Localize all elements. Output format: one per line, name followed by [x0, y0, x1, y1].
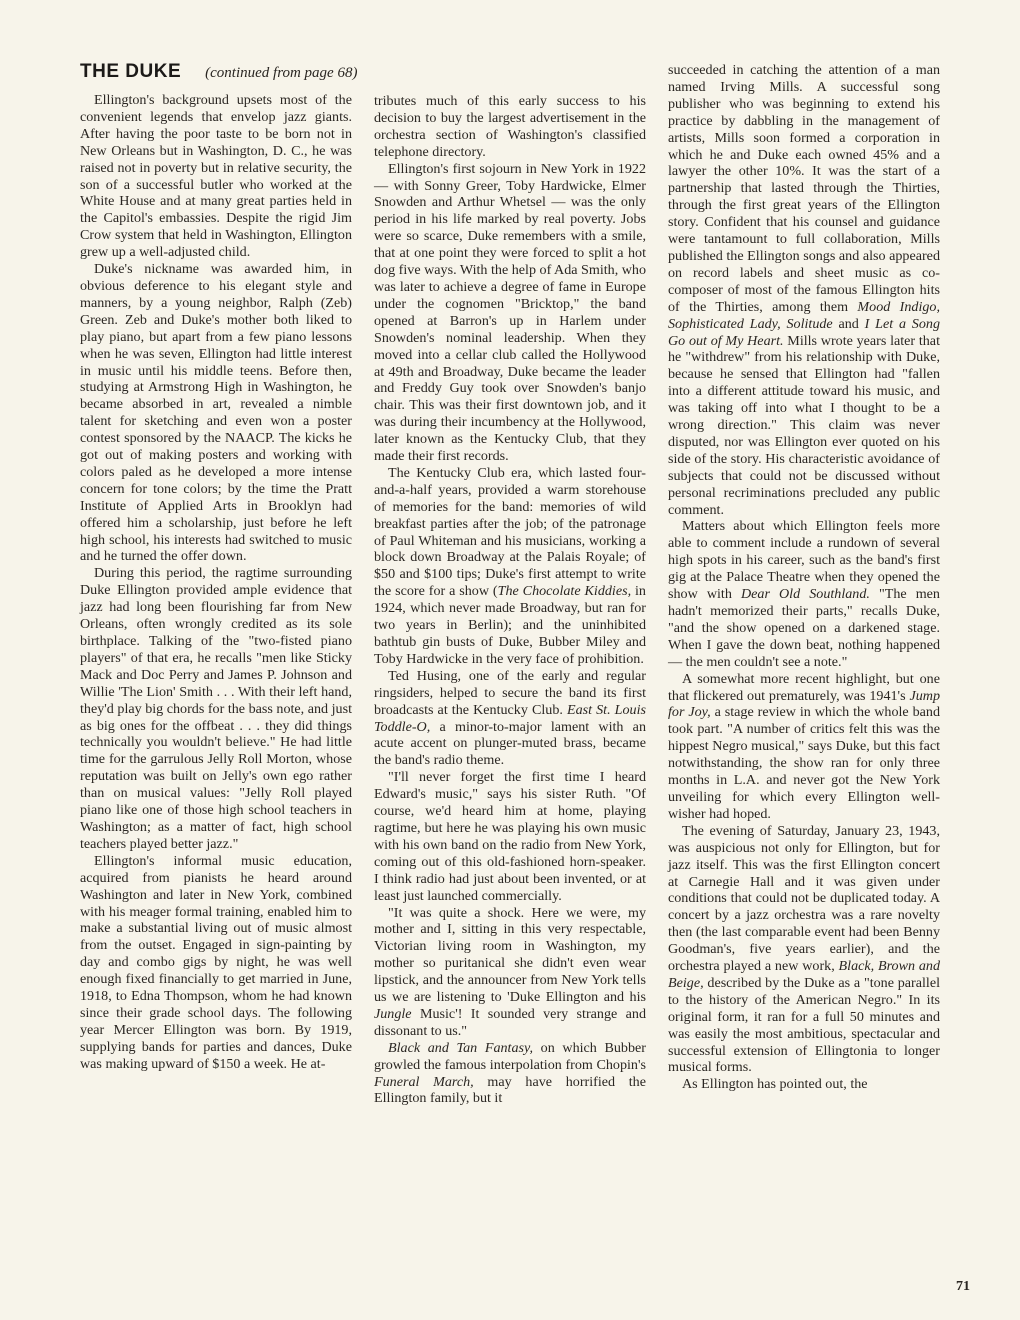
paragraph: Black and Tan Fantasy, on which Bubber growled the famous interpolation from Chopin's Funeral March, may have horrified the Ellington family, but it — [374, 1039, 646, 1107]
continued-note: (continued from page 68) — [205, 65, 358, 81]
paragraph: tributes much of this early success to his decision to buy the largest advertisement in the orchestra section of Washington's classified telephone directory. — [374, 93, 646, 160]
paragraph: As Ellington has pointed out, the — [682, 1076, 868, 1093]
italic-title: Jump for Joy, — [668, 687, 940, 721]
italic-title: Jungle — [374, 1005, 412, 1022]
text-column-2 — [374, 93, 646, 1107]
article-title: THE DUKE — [80, 61, 182, 82]
page-number: 71 — [956, 1279, 970, 1294]
text-column-3 — [668, 62, 940, 1093]
paragraph: During this period, the ragtime surrounding Duke Ellington provided ample evidence that jazz had long been flourishing far from New Orleans, often wrongly credited as its sole birthplace. Talking of the "two-fisted piano players" of that era, he recalls "men like Sticky Mack and Doc Perry and James P. Johnson and Willie 'The Lion' Smith . . . With their left hand, they'd play big chords for the bass note, and just as big ones for the offbeat . . . they did things technically you wouldn't believe." He had little time for the garrulous Jelly Roll Morton, whose reputation was built on Jelly's own ego rather than on musical values: "Jelly Roll played piano like one of those high school teachers in Washington; as a matter of fact, high school teachers played better jazz." — [80, 565, 352, 852]
paragraph: Ellington's first sojourn in New York in 1922 — with Sonny Greer, Toby Hardwicke, Elmer Snowden and Arthur Whetsel — was the only period in his life marked by real poverty. Jobs were so scarce, Duke remembers with a smile, that at one point they were forced to split a hot dog five ways. With the help of Ada Smith, who was later to achieve a degree of fame in Europe under the cognomen "Bricktop," the band opened at Barron's up in Harlem under Snowden's nominal leadership. When they moved into a cellar club called the Hollywood at 49th and Broadway, Duke became the leader and Freddy Guy took over Snowden's banjo chair. This was their first downtown job, and it was during their incumbency at the Hollywood, later known as the Kentucky Club, that they made their first records. — [374, 160, 647, 465]
article-header — [80, 61, 640, 85]
italic-title: Black, Brown and Beige, — [668, 958, 940, 991]
italic-title: Dear Old Southland. — [740, 586, 870, 603]
italic-title: Mood Indigo, Sophisticated Lady, Solitude — [668, 298, 940, 332]
paragraph: Ellington's informal music education, acquired from pianists he heard around Washington and later in New York, combined with his meager formal training, enabled him to make a substantial living out of music almost from the outset. Engaged in sign-painting by day and combo gigs by night, he was well enough fixed financially to get married in June, 1918, to Edna Thompson, whom he had known since their grade school days. The following year Mercer Ellington was born. By 1919, supplying bands for parties and dances, Duke was making upward of $150 a week. He at- — [80, 852, 352, 1072]
italic-title: Black and Tan Fantasy, — [388, 1039, 533, 1056]
italic-title: East St. Louis Toddle-O, — [374, 701, 647, 735]
italic-title: I Let a Song Go out of My Heart. — [668, 315, 940, 349]
paragraph: Matters about which Ellington feels more able to comment include a rundown of several high spots in his career, such as the band's first gig at the Palace Theatre when they opened the show with Dear Old Southland. "The men hadn't memorized their parts," recalls Duke, "and the show opened on a darkened stage. When I gave the down beat, nothing happened — the men couldn't see a note." — [668, 518, 940, 670]
paragraph: "I'll never forget the first time I heard Edward's music," says his sister Ruth. "Of course, we'd heard him at home, playing ragtime, but here he was playing his own music with his own band on the radio from New York, coming out of this old-fashioned horn-speaker. I think radio had just about been invented, or at least just launched commercially. — [374, 769, 646, 904]
paragraph: Ellington's background upsets most of the convenient legends that envelop jazz giants. After having the poor taste to be born not in New Orleans but in Washington, D. C., he was raised not in poverty but in relative security, the son of a successful butler who worked at the White House and at many great parties held in the Capitol's embassies. Despite the rigid Jim Crow system that held in Washington, Ellington grew up a well-adjusted child. — [80, 92, 352, 261]
paragraph: A somewhat more recent highlight, but one that flickered out prematurely, was 1941's Jump for Joy, a stage review in which the whole band took part. "A number of critics felt this was the hippest Negro musical," says Duke, but this fact notwithstanding, the show ran for only three months in L.A. and never got the New York unveiling for which every Ellington well-wisher had hoped. — [668, 670, 940, 822]
paragraph: The Kentucky Club era, which lasted four-and-a-half years, provided a warm storehouse of memories for the band: memories of wild breakfast parties after the job; of the patronage of Paul Whiteman and his musicians, working a block down Broadway at the Palais Royale; of $50 and $100 tips; Duke's first attempt to write the score for a show (The Chocolate Kiddies, in 1924, which never made Broadway, but ran for two years in Berlin); and the uninhibited bathtub gin busts of Duke, Bubber Miley and Toby Hardwicke in the very face of prohibition. — [374, 464, 646, 667]
paragraph: Duke's nickname was awarded him, in obvious deference to his elegant style and manners, by a young neighbor, Ralph (Zeb) Green. Zeb and Duke's mother both liked to play piano, but apart from a few piano lessons when he was seven, Ellington had little interest in music until his middle teens. Before then, studying at Armstrong High in Washington, he became absorbed in art, revealed a nimble talent for sketching and even won a poster contest sponsored by the NAACP. The kicks he got out of making posters and working with colors paled as he developed a more intense concern for tone colors; by the time the Pratt Institute of Applied Arts in Brooklyn had offered him a scholarship, just before he left high school, his interests had switched to music and he turned the offer down. — [80, 261, 352, 565]
paragraph: Ted Husing, one of the early and regular ringsiders, helped to secure the band its first broadcasts at the Kentucky Club. East St. Louis Toddle-O, a minor-to-major lament with an acute accent on plunger-muted brass, became the band's radio theme. — [374, 667, 647, 769]
paragraph: The evening of Saturday, January 23, 1943, was auspicious not only for Ellington, but for jazz itself. This was the first Ellington concert at Carnegie Hall and it was given under conditions that could not be duplicated today. A concert by a jazz orchestra was a rare novelty then (the last comparable event had been Benny Goodman's, five years earlier), and the orchestra played a new work, Black, Brown and Beige, described by the Duke as a "tone parallel to the history of the American Negro." In its original form, it ran for a full 50 minutes and was easily the most ambitious, spectacular and successful extension of Ellingtonia to longer musical forms. — [668, 822, 940, 1076]
italic-title: The Chocolate Kiddies, — [497, 583, 632, 600]
paragraph: "It was quite a shock. Here we were, my mother and I, sitting in this very respectable, Victorian living room in Washington, my mother so puritanical she didn't even wear lipstick, and the announcer from New York tells us we are listening to 'Duke Ellington and his Jungle Music'! It sounded very strange and dissonant to us." — [374, 904, 646, 1039]
text-column-1 — [80, 92, 352, 1073]
paragraph: succeeded in catching the attention of a man named Irving Mills. A successful song publisher who was beginning to extend his practice by dabbling in the management of artists, Mills soon formed a corporation in which he and Duke each owned 45% and a lawyer the other 10%. It was the start of a partnership that lasted through the Thirties, through the first great years of the Ellington story. Confident that his counsel and guidance were tantamount to full collaboration, Mills published the Ellington songs and also appeared on record labels and sheet music as co-composer of most of the famous Ellington hits of the Thirties, among them Mood Indigo, Sophisticated Lady, Solitude and I Let a Song Go out of My Heart. Mills wrote years later that he "withdrew" from his relationship with Duke, because he sensed that Ellington had "fallen into a different attitude toward his music, and was taking off into what I thought to be a wrong direction." This claim was never disputed, nor was Ellington ever quoted on his side of the story. His characteristic avoidance of subjects that could not be discussed without personal recriminations precluded any public comment. — [668, 62, 940, 518]
italic-title: Funeral March, — [374, 1073, 474, 1090]
